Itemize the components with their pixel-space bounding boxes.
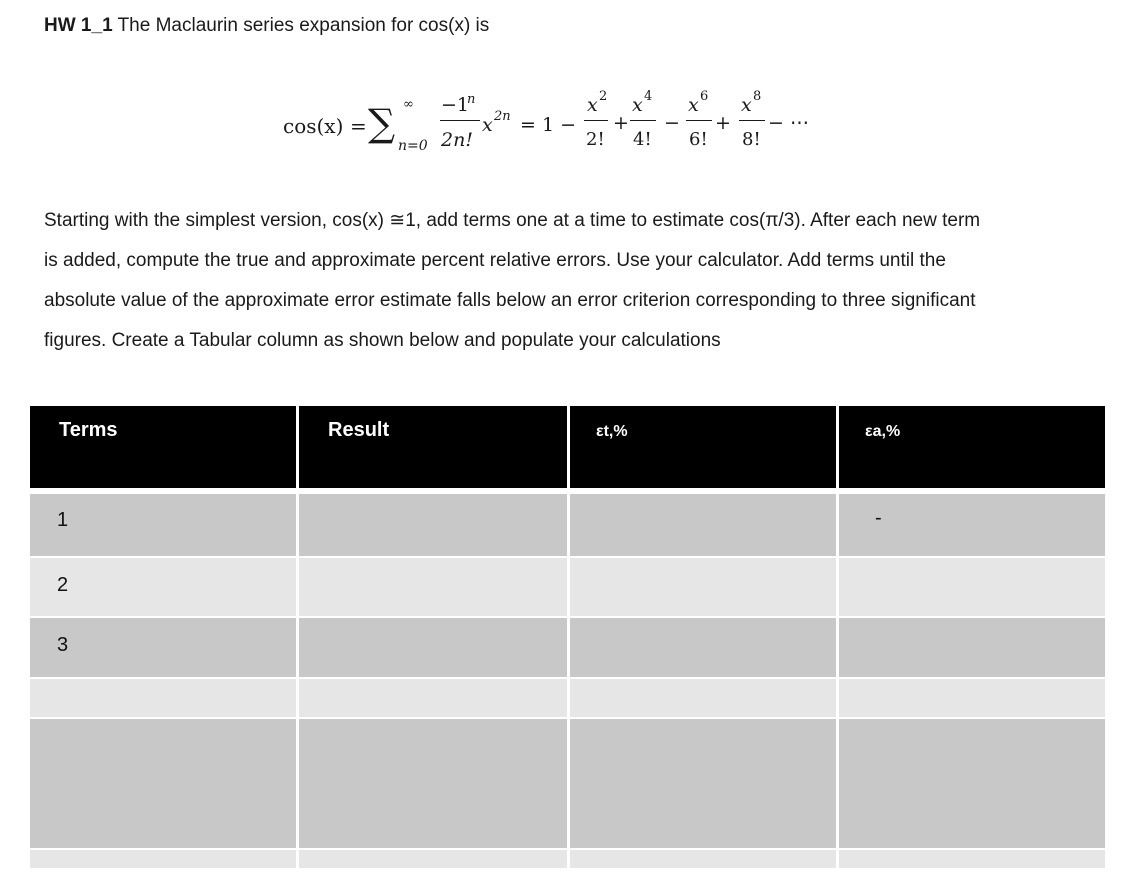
term2-num: x — [632, 94, 643, 116]
term3-num: x — [688, 94, 699, 116]
term2-den: 4! — [633, 129, 652, 150]
cell-approx-error[interactable] — [839, 719, 1105, 848]
cell-true-error[interactable] — [570, 618, 836, 677]
cell-terms[interactable]: 1 — [30, 494, 296, 556]
term1-num: x — [587, 94, 598, 116]
table-row — [30, 618, 1105, 677]
term3-den: 6! — [689, 129, 708, 150]
eq-numerator: −1 — [441, 94, 470, 116]
cell-true-error[interactable] — [570, 850, 836, 868]
cell-terms[interactable] — [30, 719, 296, 848]
cell-approx-error[interactable] — [839, 618, 1105, 677]
eq-x-term: x — [482, 114, 493, 136]
instructions-line-4: figures. Create a Tabular column as shown below and populate your calculations — [44, 330, 721, 351]
eq-numerator-exp: n — [467, 92, 476, 107]
table-row — [30, 558, 1105, 616]
cell-true-error[interactable] — [570, 494, 836, 556]
table-row — [30, 719, 1105, 848]
term3-exp: 6 — [700, 89, 709, 104]
cell-terms[interactable]: 2 — [30, 558, 296, 616]
table-row — [30, 679, 1105, 717]
term2-bar — [630, 120, 656, 121]
header-result: Result — [299, 406, 567, 488]
instructions-paragraph — [44, 201, 1104, 361]
cell-true-error[interactable] — [570, 558, 836, 616]
term1-bar — [584, 120, 608, 121]
table-header-row — [30, 406, 1105, 488]
term4-op: − ⋯ — [768, 112, 809, 134]
cell-true-error[interactable] — [570, 719, 836, 848]
term1-exp: 2 — [599, 89, 608, 104]
cell-approx-error[interactable] — [839, 679, 1105, 717]
eq-equals-one: = 1 − — [520, 114, 577, 136]
header-true-error: εt,% — [570, 406, 836, 488]
cell-result[interactable] — [299, 618, 567, 677]
instructions-line-1: Starting with the simplest version, cos(x) ≅1, add terms one at a time to estimate cos(π/3). After each new term — [44, 210, 981, 231]
homework-label: HW 1_1 — [44, 15, 113, 36]
cell-result[interactable] — [299, 558, 567, 616]
maclaurin-equation — [0, 0, 1135, 170]
homework-title-text: The Maclaurin series expansion for cos(x) is — [117, 15, 490, 36]
header-terms: Terms — [30, 406, 296, 488]
table-row — [30, 494, 1105, 556]
cell-approx-error[interactable]: - — [839, 494, 1105, 556]
cell-terms[interactable] — [30, 679, 296, 717]
term1-den: 2! — [586, 129, 605, 150]
cell-true-error[interactable] — [570, 679, 836, 717]
eq-fraction-bar — [440, 120, 480, 121]
term4-den: 8! — [742, 129, 761, 150]
cell-result[interactable] — [299, 494, 567, 556]
sigma-symbol: ∑ — [368, 101, 396, 145]
cell-approx-error[interactable] — [839, 850, 1105, 868]
term1-op: + — [613, 112, 629, 134]
term4-num: x — [741, 94, 752, 116]
cell-terms[interactable]: 3 — [30, 618, 296, 677]
term2-exp: 4 — [644, 89, 653, 104]
term4-bar — [739, 120, 765, 121]
term2-op: − — [664, 112, 680, 134]
eq-upper-limit: ∞ — [403, 97, 414, 112]
eq-lower-limit: n=0 — [398, 138, 428, 154]
cell-result[interactable] — [299, 850, 567, 868]
eq-denominator: 2n! — [441, 129, 473, 151]
table-row — [30, 850, 1105, 868]
instructions-line-2: is added, compute the true and approximate percent relative errors. Use your calculator. Add terms until the — [44, 250, 946, 271]
cell-result[interactable] — [299, 719, 567, 848]
instructions-line-3: absolute value of the approximate error estimate falls below an error criterion corresponding to three significant — [44, 290, 976, 311]
term3-bar — [686, 120, 712, 121]
cell-terms[interactable] — [30, 850, 296, 868]
term3-op: + — [715, 112, 731, 134]
header-approx-error: εa,% — [839, 406, 1105, 488]
eq-lhs: cos(x) — [283, 114, 344, 138]
cell-approx-error[interactable] — [839, 558, 1105, 616]
term4-exp: 8 — [753, 89, 762, 104]
eq-x-exp: 2n — [494, 109, 511, 124]
cell-result[interactable] — [299, 679, 567, 717]
eq-equals: = — [350, 114, 367, 138]
